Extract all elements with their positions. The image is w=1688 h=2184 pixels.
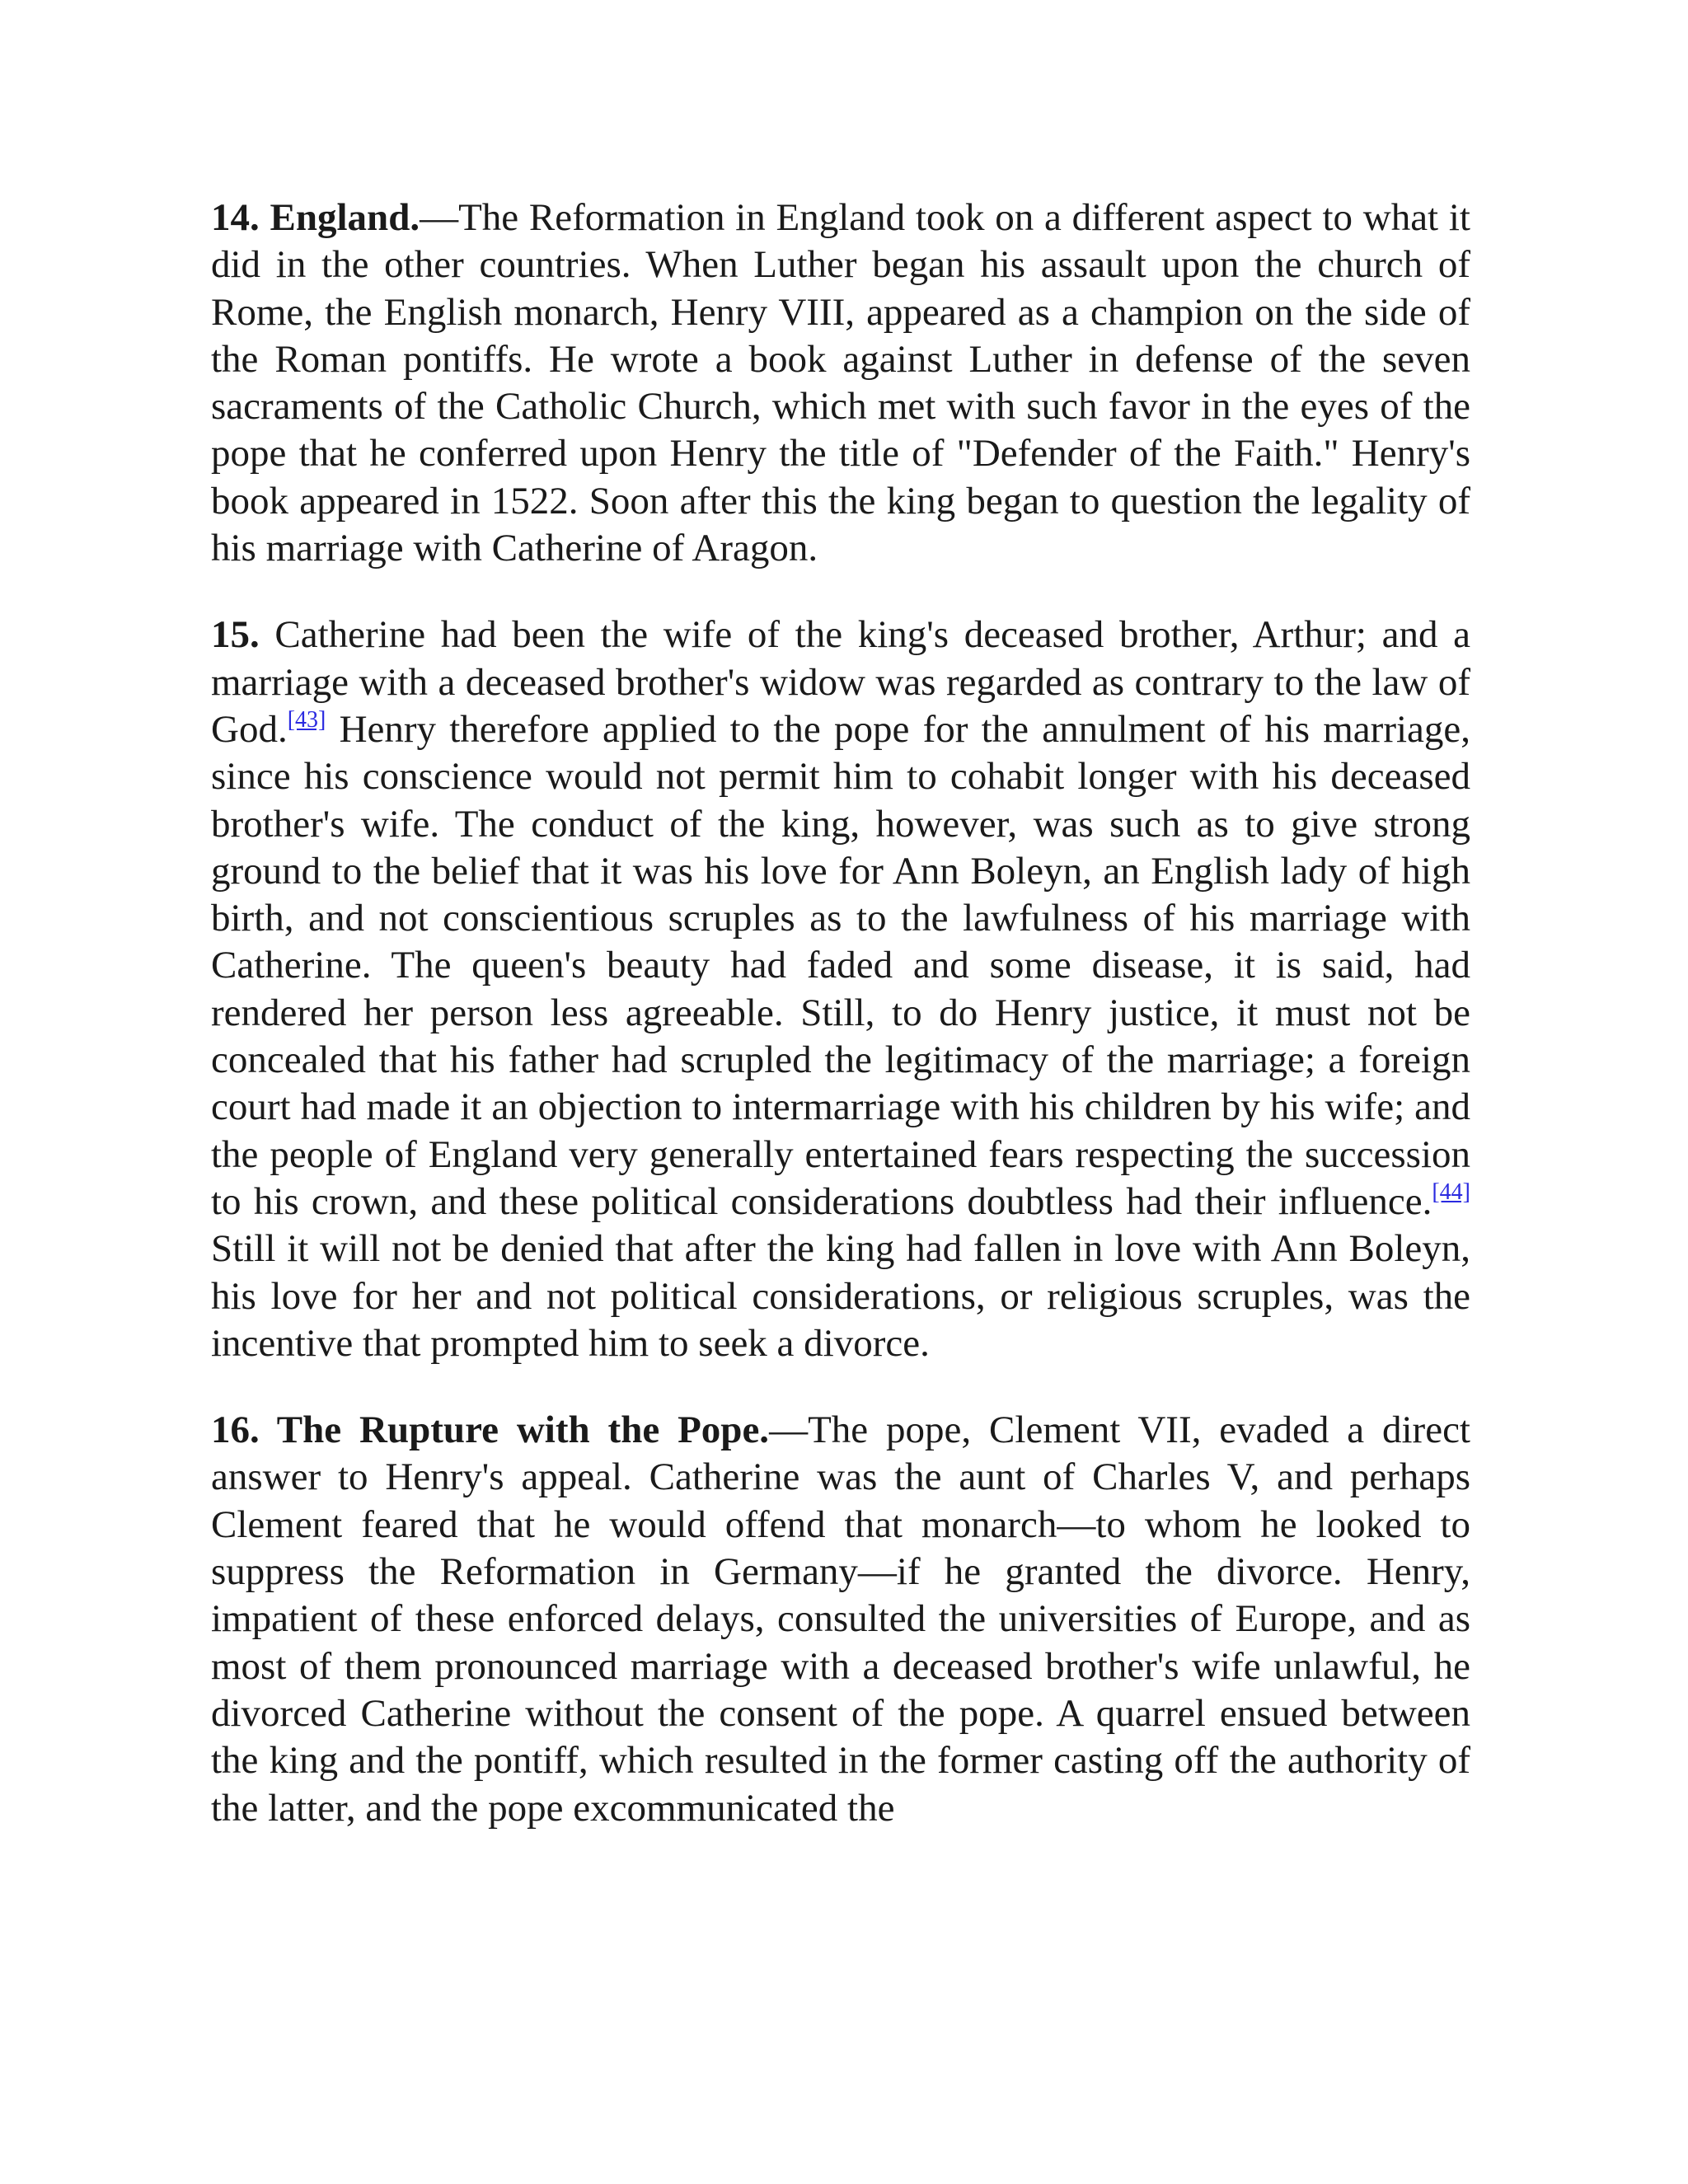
section-heading-15: 15. — [211, 613, 260, 657]
section-heading-14: 14. England. — [211, 196, 420, 239]
footnote-ref-43 — [288, 707, 326, 733]
paragraph-text: Henry therefore applied to the pope for the annulment of his marriage, since his conscience would not permit him to cohabit longer with his deceased brother's wife. The conduct of the king, however, was such as to give strong ground to the belief that it was his love for Ann Boleyn, an English lady of high birth, and not conscientious scruples as to the lawfulness of his marriage with Catherine. The queen's beauty had faded and some disease, it is said, had rendered her person less agreeable. Still, to do Henry justice, it must not be concealed that his father had scrupled the legitimacy of the marriage; a foreign court had made it an objection to intermarriage with his children by his wife; and the people of England very generally entertained fears respecting the succession to his crown, and these political considerations doubtless had their influence. — [211, 707, 1470, 1223]
paragraph-text: —The pope, Clement VII, evaded a direct answer to Henry's appeal. Catherine was the aunt of Charles V, and perhaps Clement feared that he would offend that monarch—to whom he looked to suppress the Reformation in Germany—if he granted the divorce. Henry, impatient of these enforced delays, consulted the universities of Europe, and as most of them pronounced marriage with a deceased brother's wife unlawful, he divorced Catherine without the consent of the pope. A quarrel ensued between the king and the pontiff, which resulted in the former casting off the authority of the latter, and the pope excommunicated the — [211, 1408, 1470, 1830]
footnote-ref-44 — [1432, 1179, 1470, 1205]
paragraph-text: Still it will not be denied that after the king had fallen in love with Ann Boleyn, his love for her and not political considerations, or religious scruples, was the incentive that prompted him to seek a divorce. — [211, 1227, 1470, 1365]
paragraph-text: Catherine had been the wife of the king's deceased brother, Arthur; and a marriage with a deceased brother's widow was regarded as contrary to the law of God. — [211, 613, 1470, 751]
paragraph-15 — [211, 612, 1470, 1367]
paragraph-14-england — [211, 194, 1470, 572]
footnote-link-43[interactable]: [43] — [287, 706, 326, 733]
section-heading-16: 16. The Rupture with the Pope. — [211, 1408, 770, 1452]
footnote-link-44[interactable]: [44] — [1432, 1179, 1470, 1205]
paragraph-16-rupture-with-pope — [211, 1407, 1470, 1832]
document-page — [211, 194, 1470, 1872]
paragraph-text: —The Reformation in England took on a different aspect to what it did in the other countries. When Luther began his assault upon the church of Rome, the English monarch, Henry VIII, appeared as a champion on the side of the Roman pontiffs. He wrote a book against Luther in defense of the seven sacraments of the Catholic Church, which met with such favor in the eyes of the pope that he conferred upon Henry the title of "Defender of the Faith." Henry's book appeared in 1522. Soon after this the king began to question the legality of his marriage with Catherine of Aragon. — [211, 196, 1470, 570]
